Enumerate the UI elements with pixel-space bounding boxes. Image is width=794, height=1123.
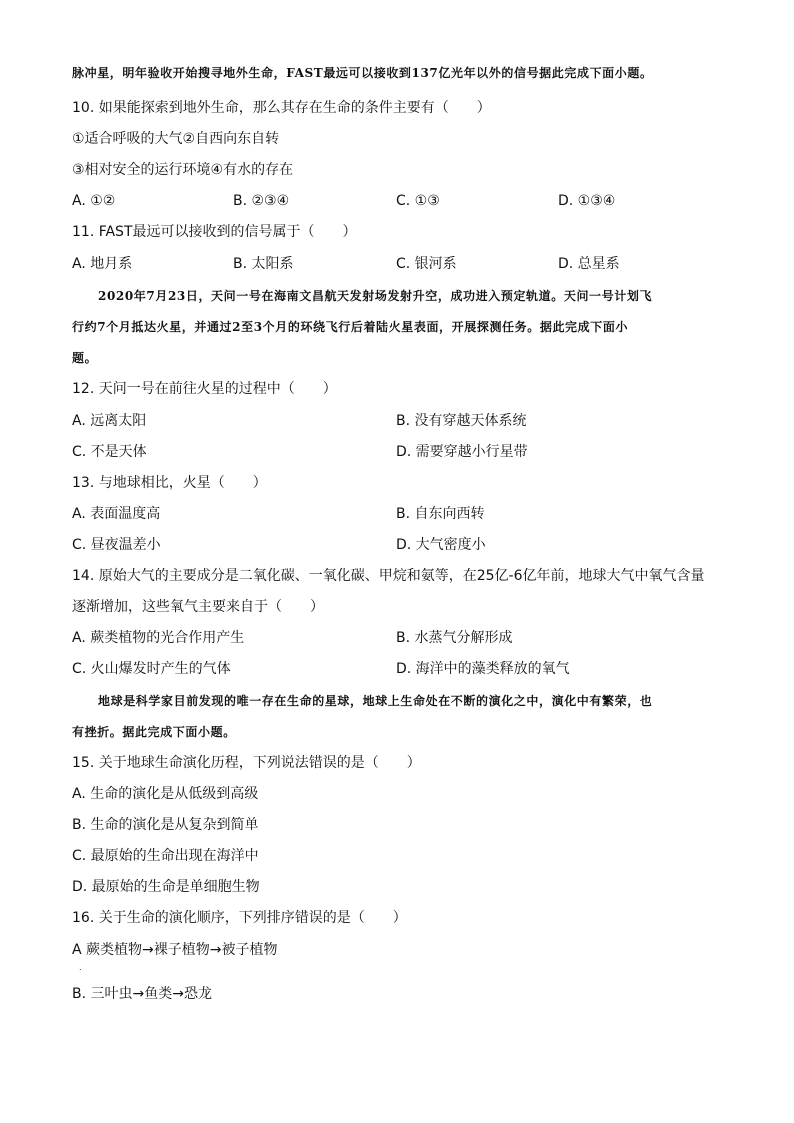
question-14-option-d[interactable]: D. 海洋中的藻类释放的氧气 <box>396 661 570 677</box>
question-10-option-d[interactable]: D. ①③④ <box>558 193 616 209</box>
question-14-stem-line-1: 14. 原始大气的主要成分是二氧化碳、一氧化碳、甲烷和氨等，在25亿-6亿年前，地球大气中氧气含量 <box>72 568 705 584</box>
question-16-option-a[interactable]: A 蕨类植物→裸子植物→被子植物 <box>72 942 278 958</box>
question-11-option-b[interactable]: B. 太阳系 <box>233 256 294 272</box>
question-12-option-c[interactable]: C. 不是天体 <box>72 444 147 460</box>
question-13-option-c[interactable]: C. 昼夜温差小 <box>72 537 161 553</box>
question-15-option-a[interactable]: A. 生命的演化是从低级到高级 <box>72 786 259 802</box>
question-14-option-b[interactable]: B. 水蒸气分解形成 <box>396 630 513 646</box>
question-14-option-c[interactable]: C. 火山爆发时产生的气体 <box>72 661 231 677</box>
question-15-option-b[interactable]: B. 生命的演化是从复杂到简单 <box>72 817 259 833</box>
intro-paragraph-life-line-1: 地球是科学家目前发现的唯一存在生命的星球，地球上生命处在不断的演化之中，演化中有繁荣，也 <box>98 694 653 708</box>
question-11-option-a[interactable]: A. 地月系 <box>72 256 133 272</box>
question-13-option-a[interactable]: A. 表面温度高 <box>72 506 161 522</box>
intro-paragraph-tianwen-line-2: 行约7个月抵达火星，并通过2至3个月的环绕飞行后着陆火星表面，开展探测任务。据此完成下面小 <box>72 320 629 334</box>
question-15-stem: 15. 关于地球生命演化历程，下列说法错误的是（ ） <box>72 755 421 771</box>
question-14-option-a[interactable]: A. 蕨类植物的光合作用产生 <box>72 630 245 646</box>
intro-paragraph-tianwen-line-3: 题。 <box>72 351 98 365</box>
question-10-stem: 10. 如果能探索到地外生命，那么其存在生命的条件主要有（ ） <box>72 100 491 116</box>
question-10-condition-line-1: ①适合呼吸的大气②自西向东自转 <box>72 131 280 147</box>
question-14-stem-line-2: 逐渐增加，这些氧气主要来自于（ ） <box>72 599 324 615</box>
intro-paragraph-fast: 脉冲星，明年验收开始搜寻地外生命，FAST最远可以接收到137亿光年以外的信号据此完成下面小题。 <box>72 66 653 80</box>
question-11-option-c[interactable]: C. 银河系 <box>396 256 457 272</box>
question-13-option-d[interactable]: D. 大气密度小 <box>396 537 486 553</box>
question-11-option-d[interactable]: D. 总星系 <box>558 256 620 272</box>
question-10-option-a[interactable]: A. ①② <box>72 193 116 209</box>
question-15-option-d[interactable]: D. 最原始的生命是单细胞生物 <box>72 879 260 895</box>
question-11-stem: 11. FAST最远可以接收到的信号属于（ ） <box>72 224 357 240</box>
question-13-stem: 13. 与地球相比，火星（ ） <box>72 475 267 491</box>
question-16-stem: 16. 关于生命的演化顺序，下列排序错误的是（ ） <box>72 910 407 926</box>
question-13-option-b[interactable]: B. 自东向西转 <box>396 506 485 522</box>
stray-mark: . <box>79 963 82 972</box>
question-12-option-d[interactable]: D. 需要穿越小行星带 <box>396 444 528 460</box>
question-10-option-c[interactable]: C. ①③ <box>396 193 440 209</box>
question-10-condition-line-2: ③相对安全的运行环境④有水的存在 <box>72 162 294 178</box>
intro-paragraph-life-line-2: 有挫折。据此完成下面小题。 <box>72 725 236 739</box>
question-12-stem: 12. 天问一号在前往火星的过程中（ ） <box>72 381 337 397</box>
question-16-option-b[interactable]: B. 三叶虫→鱼类→恐龙 <box>72 986 212 1002</box>
intro-paragraph-tianwen-line-1: 2020年7月23日，天问一号在海南文昌航天发射场发射升空，成功进入预定轨道。天问一号计划飞 <box>98 289 653 303</box>
question-10-option-b[interactable]: B. ②③④ <box>233 193 290 209</box>
question-15-option-c[interactable]: C. 最原始的生命出现在海洋中 <box>72 848 259 864</box>
question-12-option-a[interactable]: A. 远离太阳 <box>72 413 147 429</box>
question-12-option-b[interactable]: B. 没有穿越天体系统 <box>396 413 527 429</box>
